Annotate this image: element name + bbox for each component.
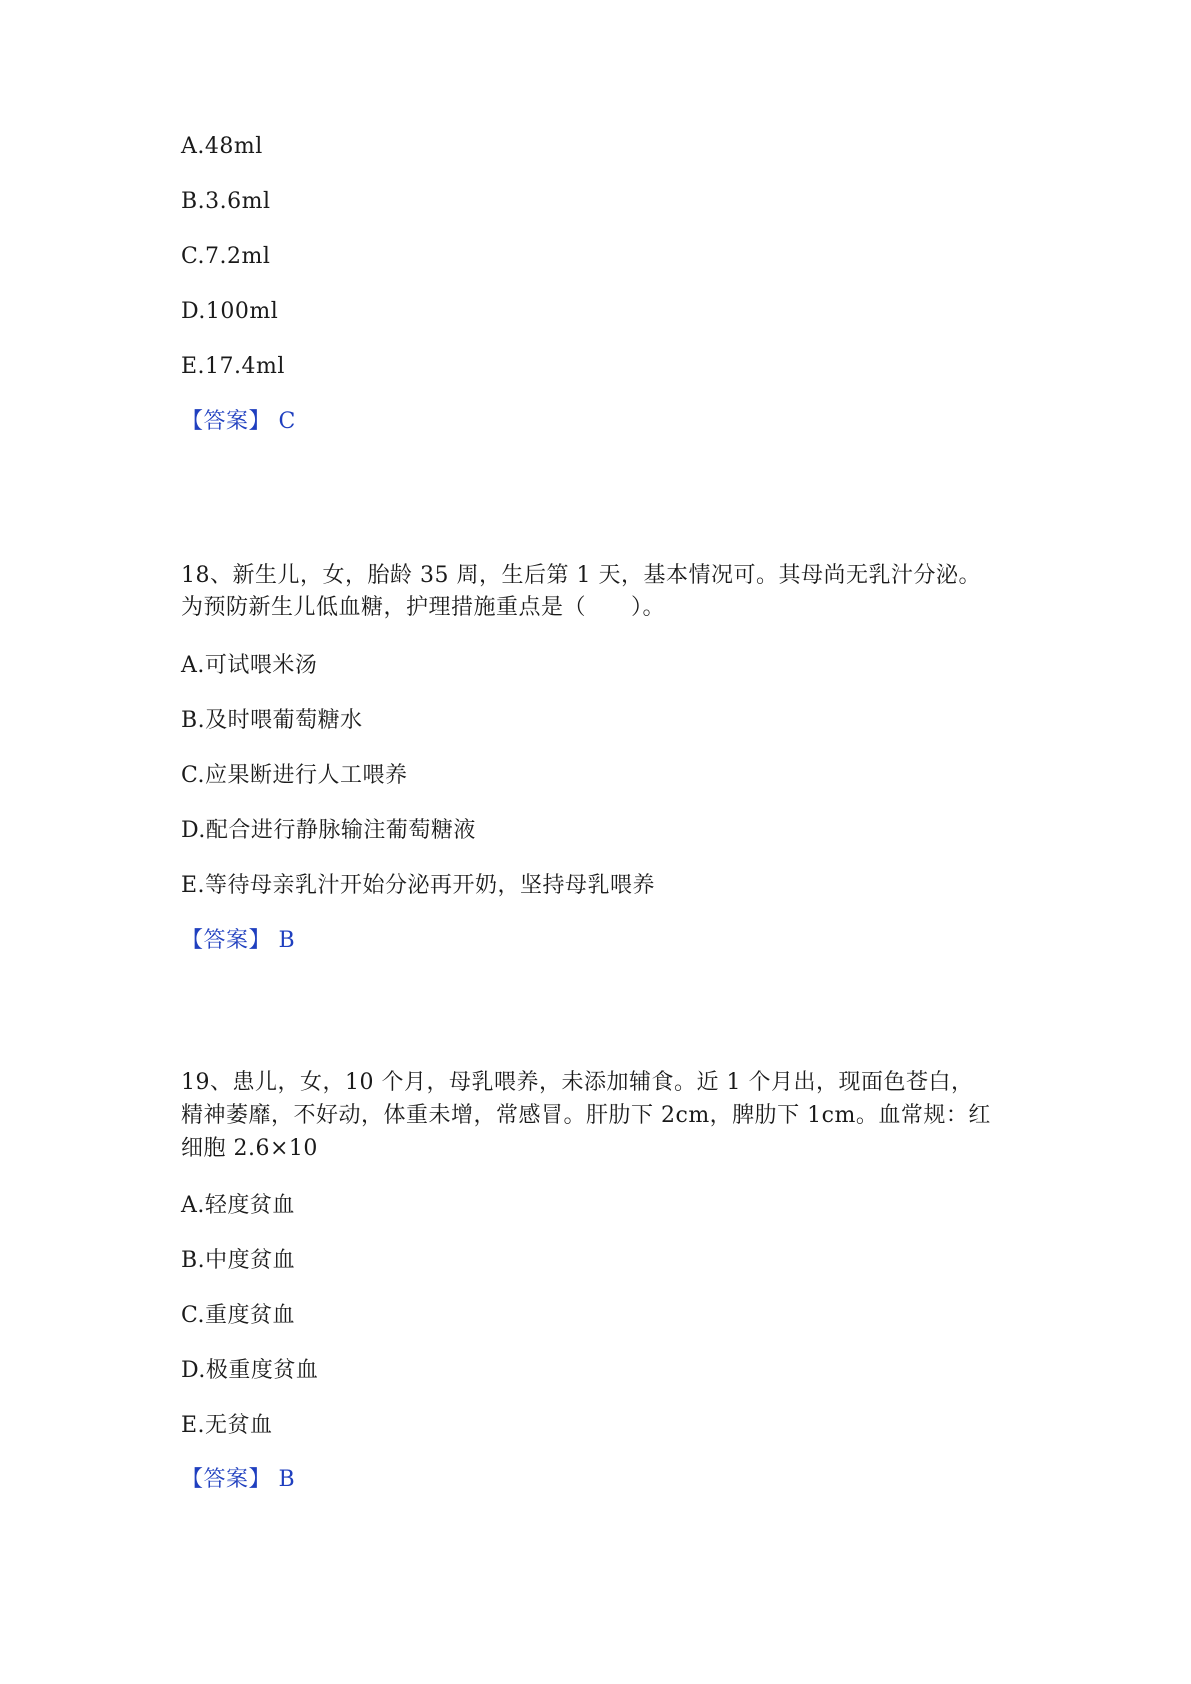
q18-option-b: B.及时喂葡萄糖水 [181,708,363,733]
q19-stem-line1: 19、患儿，女，10 个月，母乳喂养，未添加辅食。近 1 个月出，现面色苍白， [181,1070,974,1095]
q19-option-d: D.极重度贫血 [181,1358,319,1383]
q19-option-c: C.重度贫血 [181,1303,296,1328]
q18-option-a: A.可试喂米汤 [181,653,318,678]
q18-answer-value: B [278,928,296,953]
q18-option-e: E.等待母亲乳汁开始分泌再开奶，坚持母乳喂养 [181,873,656,898]
q19-stem-line2: 精神萎靡，不好动，体重未增，常感冒。肝肋下 2cm，脾肋下 1cm。血常规：红 [181,1103,991,1128]
q17-option-c: C.7.2ml [181,244,271,269]
q17-option-d: D.100ml [181,299,279,324]
q17-option-e: E.17.4ml [181,354,285,379]
q18-stem-line2: 为预防新生儿低血糖，护理措施重点是（ ）。 [181,595,666,620]
q17-answer-label: 【答案】 [181,409,272,434]
q19-answer [181,1464,295,1496]
q17-answer [181,406,296,438]
q19-option-b: B.中度贫血 [181,1248,296,1273]
q19-stem-line3: 细胞 2.6×10 [181,1136,318,1161]
q17-option-b: B.3.6ml [181,189,271,214]
q18-answer-label: 【答案】 [181,928,272,953]
q17-option-a: A.48ml [181,134,263,159]
q19-option-a: A.轻度贫血 [181,1193,295,1218]
q18-option-d: D.配合进行静脉输注葡萄糖液 [181,818,476,843]
q19-option-e: E.无贫血 [181,1413,273,1438]
q18-option-c: C.应果断进行人工喂养 [181,763,408,788]
q19-answer-value: B [278,1467,296,1492]
q18-stem-line1: 18、新生儿，女，胎龄 35 周，生后第 1 天，基本情况可。其母尚无乳汁分泌。 [181,563,981,588]
q18-answer [181,925,295,957]
q19-answer-label: 【答案】 [181,1467,272,1492]
q17-answer-value: C [278,409,296,434]
